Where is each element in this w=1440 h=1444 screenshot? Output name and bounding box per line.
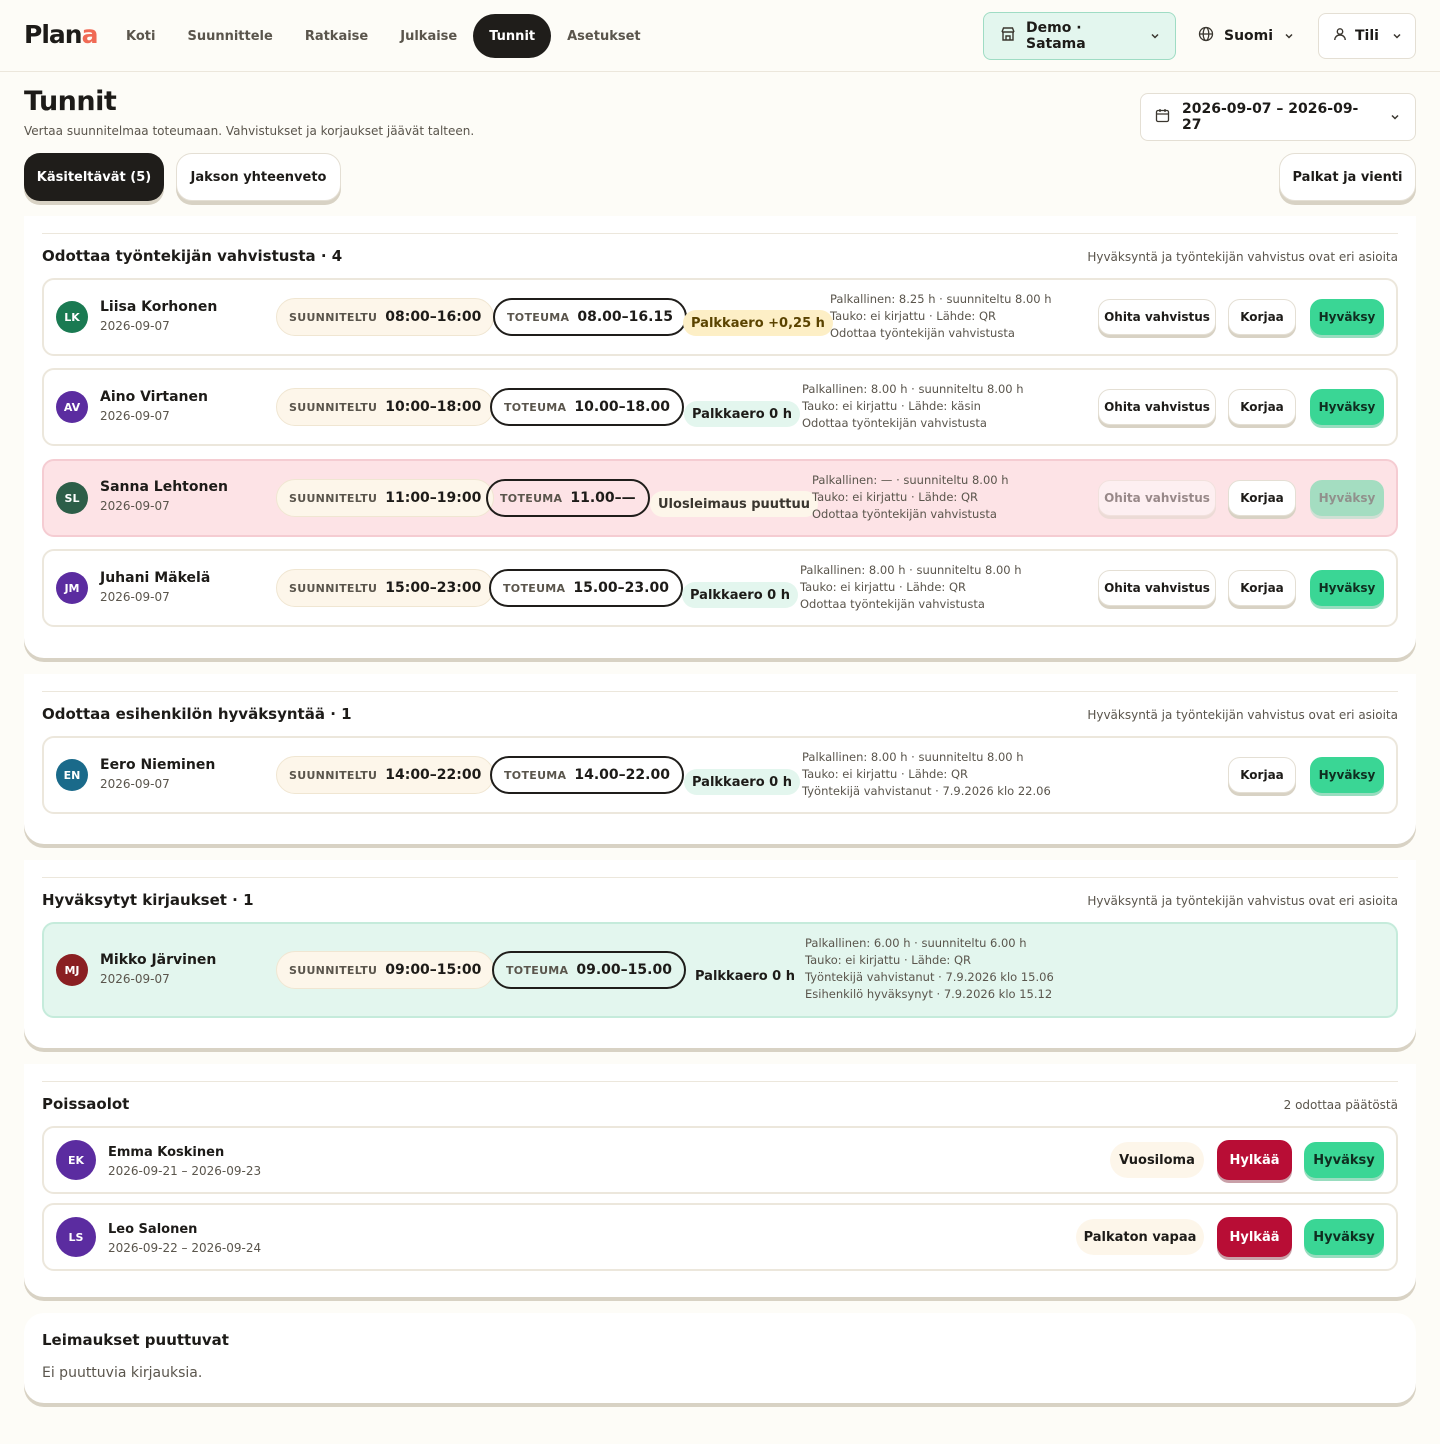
nav-item-koti[interactable]: Koti xyxy=(126,28,156,44)
chevron-down-icon xyxy=(1149,30,1161,42)
section-awaiting-employee xyxy=(24,216,1416,658)
divider xyxy=(42,877,1398,878)
date-range-label: 2026-09-07 – 2026-09-27 xyxy=(1182,101,1359,133)
absence-type-badge: Vuosiloma xyxy=(1110,1142,1204,1178)
planned-time: SUUNNITELTU 10:00–18:00 xyxy=(276,388,494,426)
section-note: Hyväksyntä ja työntekijän vahvistus ovat eri asioita xyxy=(1087,250,1398,264)
section-title: Odottaa työntekijän vahvistusta · 4 xyxy=(42,247,343,265)
approve-button[interactable]: Hyväksy xyxy=(1310,299,1384,335)
employee-name: Leo Salonen xyxy=(108,1222,198,1237)
empty-state: Ei puuttuvia kirjauksia. xyxy=(42,1365,203,1381)
entry-date: 2026-09-07 xyxy=(100,777,170,791)
fix-button[interactable]: Korjaa xyxy=(1228,570,1296,606)
entry-row xyxy=(42,736,1398,814)
section-title: Hyväksytyt kirjaukset · 1 xyxy=(42,891,254,909)
section-note: Hyväksyntä ja työntekijän vahvistus ovat eri asioita xyxy=(1087,708,1398,722)
entry-row xyxy=(42,549,1398,627)
tab-period-summary[interactable]: Jakson yhteenveto xyxy=(176,153,341,201)
employee-name: Emma Koskinen xyxy=(108,1145,225,1160)
entry-date: 2026-09-07 xyxy=(100,590,170,604)
nav-item-tunnit[interactable]: Tunnit xyxy=(473,14,551,58)
chevron-down-icon xyxy=(1283,30,1295,42)
chevron-down-icon xyxy=(1389,111,1401,123)
planned-time: SUUNNITELTU 14:00–22:00 xyxy=(276,756,494,794)
avatar: EN xyxy=(56,759,88,791)
planned-time: SUUNNITELTU 08:00–16:00 xyxy=(276,298,494,336)
section-title: Odottaa esihenkilön hyväksyntää · 1 xyxy=(42,705,352,723)
tab-pending[interactable]: Käsiteltävät (5) xyxy=(24,153,164,201)
entry-row xyxy=(42,278,1398,356)
absence-row xyxy=(42,1203,1398,1271)
absence-row xyxy=(42,1126,1398,1194)
entry-details: Palkallinen: 8.00 h · suunniteltu 8.00 h Tauko: ei kirjattu · Lähde: käsin Odottaa työntekijän vahvistusta xyxy=(802,382,1024,430)
avatar: EK xyxy=(56,1140,96,1180)
absence-type-badge: Palkaton vapaa xyxy=(1076,1219,1204,1255)
fix-button[interactable]: Korjaa xyxy=(1228,757,1296,793)
actual-time: TOTEUMA 15.00–23.00 xyxy=(489,569,683,607)
calendar-icon xyxy=(1155,108,1170,127)
globe-icon xyxy=(1198,26,1214,46)
page-title: Tunnit xyxy=(24,86,117,117)
actual-time: TOTEUMA 10.00–18.00 xyxy=(490,388,684,426)
skip-confirmation-button[interactable]: Ohita vahvistus xyxy=(1098,480,1216,516)
nav-item-julkaise[interactable]: Julkaise xyxy=(400,28,458,44)
actual-time: TOTEUMA 09.00–15.00 xyxy=(492,951,686,989)
main-nav xyxy=(110,14,657,58)
approve-button[interactable]: Hyväksy xyxy=(1310,480,1384,516)
nav-item-suunnittele[interactable]: Suunnittele xyxy=(187,28,273,44)
approve-button[interactable]: Hyväksy xyxy=(1310,389,1384,425)
pay-difference-badge: Palkkaero 0 h xyxy=(682,582,798,608)
entry-details: Palkallinen: 8.00 h · suunniteltu 8.00 h Tauko: ei kirjattu · Lähde: QR Odottaa työntekijän vahvistusta xyxy=(800,563,1022,611)
account-menu[interactable] xyxy=(1318,13,1416,59)
nav-item-asetukset[interactable]: Asetukset xyxy=(567,28,641,44)
page-subtitle: Vertaa suunnitelmaa toteumaan. Vahvistukset ja korjaukset jäävät talteen. xyxy=(24,124,475,138)
actual-time: TOTEUMA 14.00–22.00 xyxy=(490,756,684,794)
divider xyxy=(42,1081,1398,1082)
avatar: MJ xyxy=(56,954,88,986)
employee-name: Mikko Järvinen xyxy=(100,952,217,968)
entry-row-approved xyxy=(42,922,1398,1018)
entry-date: 2026-09-07 xyxy=(100,499,170,513)
section-awaiting-manager xyxy=(24,674,1416,844)
entry-date: 2026-09-07 xyxy=(100,409,170,423)
planned-time: SUUNNITELTU 09:00–15:00 xyxy=(276,951,494,989)
nav-item-ratkaise[interactable]: Ratkaise xyxy=(304,28,369,44)
entry-row-missing-clockout xyxy=(42,459,1398,537)
skip-confirmation-button[interactable]: Ohita vahvistus xyxy=(1098,299,1216,335)
account-label: Tili xyxy=(1355,28,1379,44)
section-title: Poissaolot xyxy=(42,1095,130,1113)
store-selector[interactable] xyxy=(983,12,1176,60)
fix-button[interactable]: Korjaa xyxy=(1228,480,1296,516)
logo[interactable]: Plana xyxy=(24,20,98,49)
entry-details: Palkallinen: — · suunniteltu 8.00 h Tauko: ei kirjattu · Lähde: QR Odottaa työntekijän vahvistusta xyxy=(812,473,1009,521)
absence-dates: 2026-09-22 – 2026-09-24 xyxy=(108,1241,262,1255)
divider xyxy=(42,233,1398,234)
section-note: 2 odottaa päätöstä xyxy=(1283,1098,1398,1112)
avatar: JM xyxy=(56,572,88,604)
approve-button[interactable]: Hyväksy xyxy=(1304,1142,1384,1178)
entry-details: Palkallinen: 8.25 h · suunniteltu 8.00 h Tauko: ei kirjattu · Lähde: QR Odottaa työntekijän vahvistusta xyxy=(830,292,1052,340)
language-label: Suomi xyxy=(1224,28,1274,44)
planned-time: SUUNNITELTU 11:00–19:00 xyxy=(276,479,494,517)
chevron-down-icon xyxy=(1391,30,1403,42)
pay-difference-badge: Palkkaero 0 h xyxy=(684,401,800,427)
avatar: LS xyxy=(56,1217,96,1257)
store-label: Demo · Satama xyxy=(1026,20,1086,52)
section-absences xyxy=(24,1064,1416,1297)
entry-details: Palkallinen: 6.00 h · suunniteltu 6.00 h Tauko: ei kirjattu · Lähde: QR Työntekijä vahvistanut · 7.9.2026 klo 15.06 Esihenkilö hyväksynyt · 7.9.2026 klo 15.12 xyxy=(805,936,1054,1001)
employee-name: Sanna Lehtonen xyxy=(100,479,228,495)
language-selector[interactable] xyxy=(1186,12,1306,60)
approve-button[interactable]: Hyväksy xyxy=(1310,570,1384,606)
section-note: Hyväksyntä ja työntekijän vahvistus ovat eri asioita xyxy=(1087,894,1398,908)
fix-button[interactable]: Korjaa xyxy=(1228,299,1296,335)
actual-time: TOTEUMA 08.00–16.15 xyxy=(493,298,687,336)
section-title: Leimaukset puuttuvat xyxy=(42,1331,229,1349)
divider xyxy=(42,691,1398,692)
pay-difference-badge: Palkkaero +0,25 h xyxy=(683,310,833,336)
entry-date: 2026-09-07 xyxy=(100,319,170,333)
employee-name: Juhani Mäkelä xyxy=(100,570,211,586)
planned-time: SUUNNITELTU 15:00–23:00 xyxy=(276,569,494,607)
top-bar xyxy=(0,0,1440,72)
payroll-export-button[interactable]: Palkat ja vienti xyxy=(1279,153,1416,201)
reject-button[interactable]: Hylkää xyxy=(1217,1140,1292,1180)
skip-confirmation-button[interactable]: Ohita vahvistus xyxy=(1098,570,1216,606)
fix-button[interactable]: Korjaa xyxy=(1228,389,1296,425)
absence-dates: 2026-09-21 – 2026-09-23 xyxy=(108,1164,262,1178)
pay-difference-badge: Palkkaero 0 h xyxy=(695,968,795,984)
reject-button[interactable]: Hylkää xyxy=(1217,1217,1292,1257)
date-range-picker[interactable] xyxy=(1140,93,1416,141)
pay-difference-badge: Palkkaero 0 h xyxy=(684,769,800,795)
avatar: LK xyxy=(56,301,88,333)
actual-time: TOTEUMA 11.00–— xyxy=(486,479,650,517)
avatar: SL xyxy=(56,482,88,514)
user-icon xyxy=(1333,27,1347,45)
employee-name: Eero Nieminen xyxy=(100,757,216,773)
skip-confirmation-button[interactable]: Ohita vahvistus xyxy=(1098,389,1216,425)
entry-row xyxy=(42,368,1398,446)
entry-date: 2026-09-07 xyxy=(100,972,170,986)
section-missing-punches xyxy=(24,1313,1416,1403)
avatar: AV xyxy=(56,391,88,423)
section-approved xyxy=(24,860,1416,1048)
employee-name: Liisa Korhonen xyxy=(100,299,218,315)
missing-clockout-badge: Ulosleimaus puuttuu xyxy=(650,491,818,517)
employee-name: Aino Virtanen xyxy=(100,389,208,405)
store-icon xyxy=(1000,26,1016,46)
entry-details: Palkallinen: 8.00 h · suunniteltu 8.00 h Tauko: ei kirjattu · Lähde: QR Työntekijä vahvistanut · 7.9.2026 klo 22.06 xyxy=(802,750,1051,798)
approve-button[interactable]: Hyväksy xyxy=(1304,1219,1384,1255)
approve-button[interactable]: Hyväksy xyxy=(1310,757,1384,793)
